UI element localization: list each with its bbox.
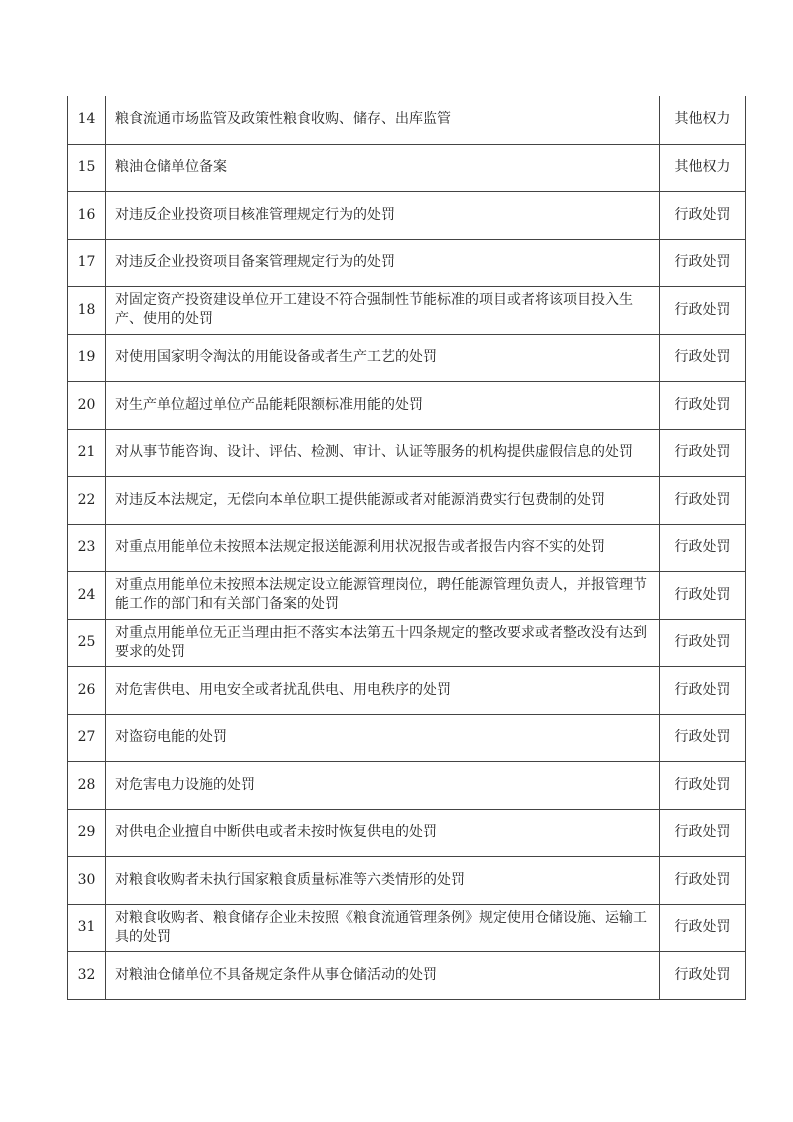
power-type: 行政处罚: [660, 857, 746, 905]
table-row: [68, 762, 746, 810]
table-row: [68, 572, 746, 620]
table-row: [68, 96, 746, 144]
item-name: 对生产单位超过单位产品能耗限额标准用能的处罚: [106, 382, 660, 430]
table-row: [68, 334, 746, 382]
power-type: 行政处罚: [660, 667, 746, 715]
row-number: 29: [68, 809, 106, 857]
table-row: [68, 619, 746, 667]
power-type: 行政处罚: [660, 809, 746, 857]
item-name: 对危害供电、用电安全或者扰乱供电、用电秩序的处罚: [106, 667, 660, 715]
row-number: 19: [68, 334, 106, 382]
item-name: 对重点用能单位未按照本法规定设立能源管理岗位，聘任能源管理负责人，并报管理节能工作的部门和有关部门备案的处罚: [106, 572, 660, 620]
item-name: 对使用国家明令淘汰的用能设备或者生产工艺的处罚: [106, 334, 660, 382]
item-name: 对违反企业投资项目备案管理规定行为的处罚: [106, 239, 660, 287]
table-row: [68, 429, 746, 477]
power-type: 行政处罚: [660, 619, 746, 667]
power-type: 行政处罚: [660, 429, 746, 477]
item-name: 粮食流通市场监管及政策性粮食收购、储存、出库监管: [106, 96, 660, 144]
row-number: 27: [68, 714, 106, 762]
row-number: 23: [68, 524, 106, 572]
item-name: 对供电企业擅自中断供电或者未按时恢复供电的处罚: [106, 809, 660, 857]
table-row: [68, 904, 746, 952]
power-type: 行政处罚: [660, 192, 746, 240]
item-name: 对违反企业投资项目核准管理规定行为的处罚: [106, 192, 660, 240]
power-type: 行政处罚: [660, 524, 746, 572]
item-name: 对盗窃电能的处罚: [106, 714, 660, 762]
power-type: 行政处罚: [660, 334, 746, 382]
power-type: 行政处罚: [660, 239, 746, 287]
table-row: [68, 144, 746, 192]
row-number: 26: [68, 667, 106, 715]
row-number: 30: [68, 857, 106, 905]
table-body: [68, 96, 746, 999]
item-name: 对从事节能咨询、设计、评估、检测、审计、认证等服务的机构提供虚假信息的处罚: [106, 429, 660, 477]
table-row: [68, 287, 746, 335]
power-list-table: [67, 96, 746, 1000]
item-name: 对重点用能单位未按照本法规定报送能源利用状况报告或者报告内容不实的处罚: [106, 524, 660, 572]
row-number: 20: [68, 382, 106, 430]
power-type: 行政处罚: [660, 952, 746, 1000]
item-name: 对粮食收购者、粮食储存企业未按照《粮食流通管理条例》规定使用仓储设施、运输工具的处罚: [106, 904, 660, 952]
table-row: [68, 667, 746, 715]
power-type: 行政处罚: [660, 714, 746, 762]
item-name: 对粮食收购者未执行国家粮食质量标准等六类情形的处罚: [106, 857, 660, 905]
table-row: [68, 192, 746, 240]
row-number: 32: [68, 952, 106, 1000]
table-row: [68, 382, 746, 430]
row-number: 17: [68, 239, 106, 287]
row-number: 31: [68, 904, 106, 952]
item-name: 对重点用能单位无正当理由拒不落实本法第五十四条规定的整改要求或者整改没有达到要求的处罚: [106, 619, 660, 667]
row-number: 14: [68, 96, 106, 144]
table-row: [68, 952, 746, 1000]
item-name: 粮油仓储单位备案: [106, 144, 660, 192]
table-row: [68, 239, 746, 287]
row-number: 18: [68, 287, 106, 335]
table-row: [68, 714, 746, 762]
table-row: [68, 857, 746, 905]
power-type: 其他权力: [660, 144, 746, 192]
item-name: 对固定资产投资建设单位开工建设不符合强制性节能标准的项目或者将该项目投入生产、使用的处罚: [106, 287, 660, 335]
table-row: [68, 524, 746, 572]
table-row: [68, 477, 746, 525]
power-type: 其他权力: [660, 96, 746, 144]
item-name: 对粮油仓储单位不具备规定条件从事仓储活动的处罚: [106, 952, 660, 1000]
row-number: 24: [68, 572, 106, 620]
power-type: 行政处罚: [660, 572, 746, 620]
power-type: 行政处罚: [660, 477, 746, 525]
power-type: 行政处罚: [660, 382, 746, 430]
table-row: [68, 809, 746, 857]
item-name: 对危害电力设施的处罚: [106, 762, 660, 810]
power-list-table-container: [67, 96, 731, 1000]
item-name: 对违反本法规定，无偿向本单位职工提供能源或者对能源消费实行包费制的处罚: [106, 477, 660, 525]
power-type: 行政处罚: [660, 287, 746, 335]
row-number: 28: [68, 762, 106, 810]
row-number: 25: [68, 619, 106, 667]
power-type: 行政处罚: [660, 762, 746, 810]
row-number: 21: [68, 429, 106, 477]
row-number: 15: [68, 144, 106, 192]
row-number: 22: [68, 477, 106, 525]
power-type: 行政处罚: [660, 904, 746, 952]
row-number: 16: [68, 192, 106, 240]
